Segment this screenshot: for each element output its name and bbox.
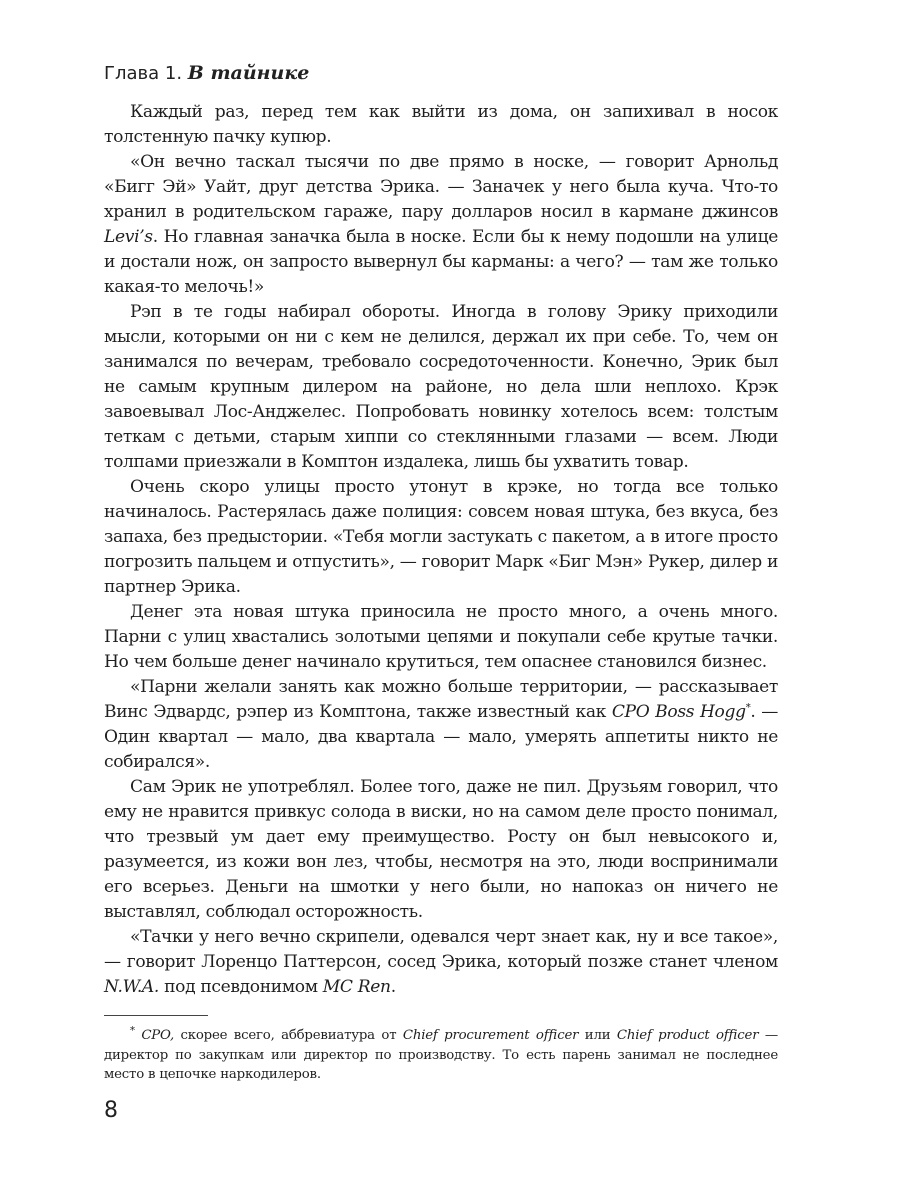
footnote-text: или xyxy=(578,1028,617,1043)
running-head xyxy=(104,62,309,84)
paragraph: Сам Эрик не употреблял. Более того, даже не пил. Друзьям говорил, что ему не нравится привкус солода в виски, но на самом деле просто понимал, что трезвый ум дает ему преимущество. Росту он был невысокого и, разумеется, из кожи вон лез, чтобы, несмотря на это, люди воспринимали его всерьез. Деньги на шмотки у него были, но напоказ он ничего не выставлял, соблюдал осторожность. xyxy=(104,777,778,922)
chapter-number: Глава 1. xyxy=(104,63,183,84)
brand-name: Levi’s xyxy=(104,227,153,247)
rapper-alias: CPO Boss Hogg xyxy=(611,702,746,722)
footnote-term: CPO, xyxy=(141,1028,174,1043)
paragraph: Каждый раз, перед тем как выйти из дома, он запихивал в носок толстенную пачку купюр. xyxy=(104,102,778,147)
paragraph-text: «Он вечно таскал тысячи по две прямо в носке, — говорит Арнольд «Бигг Эй» Уайт, друг детства Эрика. — Заначек у него была куча. Что-то хранил в родительском гараже, пару долларов носил в кармане джинсов xyxy=(104,152,778,222)
footnote-divider xyxy=(104,1015,208,1016)
footnote-text: скорее всего, аббревиатура от xyxy=(173,1028,403,1043)
paragraph xyxy=(104,150,778,300)
paragraph-text: . Но главная заначка была в носке. Если бы к нему подошли на улице и достали нож, он запросто вывернул бы карманы: а чего? — там же только какая-то мелочь!» xyxy=(104,227,778,297)
paragraph-text: «Тачки у него вечно скрипели, одевался черт знает как, ну и все такое», — говорит Лоренцо Паттерсон, сосед Эрика, который позже станет членом xyxy=(104,927,778,972)
paragraph-text: под псевдонимом xyxy=(159,977,323,997)
rapper-alias: MC Ren xyxy=(322,977,391,997)
group-name: N.W.A. xyxy=(104,977,159,997)
page-number: 8 xyxy=(104,1098,118,1123)
footnote xyxy=(104,1026,778,1085)
footnote-mark: * xyxy=(130,1025,135,1037)
footnote-text: — директор по закупкам или директор по производству. То есть парень занимал не последнее место в цепочке наркодилеров. xyxy=(104,1028,778,1082)
paragraph xyxy=(104,675,778,775)
footnote-term: Chief product officer xyxy=(616,1028,759,1043)
paragraph-text: «Парни желали занять как можно больше территории, — рассказывает Винс Эдвардс, рэпер из Комптона, также известный как xyxy=(104,677,778,722)
paragraph-text: . — Один квартал — мало, два квартала — мало, умерять аппетиты никто не собирался». xyxy=(104,702,778,772)
paragraph: Рэп в те годы набирал обороты. Иногда в голову Эрику приходили мысли, которыми он ни с кем не делился, держал их при себе. То, чем он занимался по вечерам, требовало сосредоточенности. Конечно, Эрик был не самым крупным дилером на районе, но дела шли неплохо. Крэк завоевывал Лос-Анджелес. Попробовать новинку хотелось всем: толстым теткам с детьми, старым хиппи со стеклянными глазами — всем. Люди толпами приезжали в Комптон издалека, лишь бы ухватить товар. xyxy=(104,302,778,472)
footnote-term: Chief procurement officer xyxy=(402,1028,579,1043)
paragraph-text: . xyxy=(390,977,396,997)
chapter-title: В тайнике xyxy=(187,62,310,84)
paragraph: Денег эта новая штука приносила не просто много, а очень много. Парни с улиц хвастались золотыми цепями и покупали себе крутые тачки. Но чем больше денег начинало крутиться, тем опаснее становился бизнес. xyxy=(104,602,778,672)
paragraph xyxy=(104,925,778,1000)
footnote-reference[interactable]: * xyxy=(745,702,751,714)
paragraph: Очень скоро улицы просто утонут в крэке, но тогда все только начиналось. Растерялась даже полиция: совсем новая штука, без вкуса, без запаха, без предыстории. «Тебя могли застукать с пакетом, а в итоге просто погрозить пальцем и отпустить», — говорит Марк «Биг Мэн» Рукер, дилер и партнер Эрика. xyxy=(104,477,778,597)
main-text xyxy=(104,100,778,1000)
